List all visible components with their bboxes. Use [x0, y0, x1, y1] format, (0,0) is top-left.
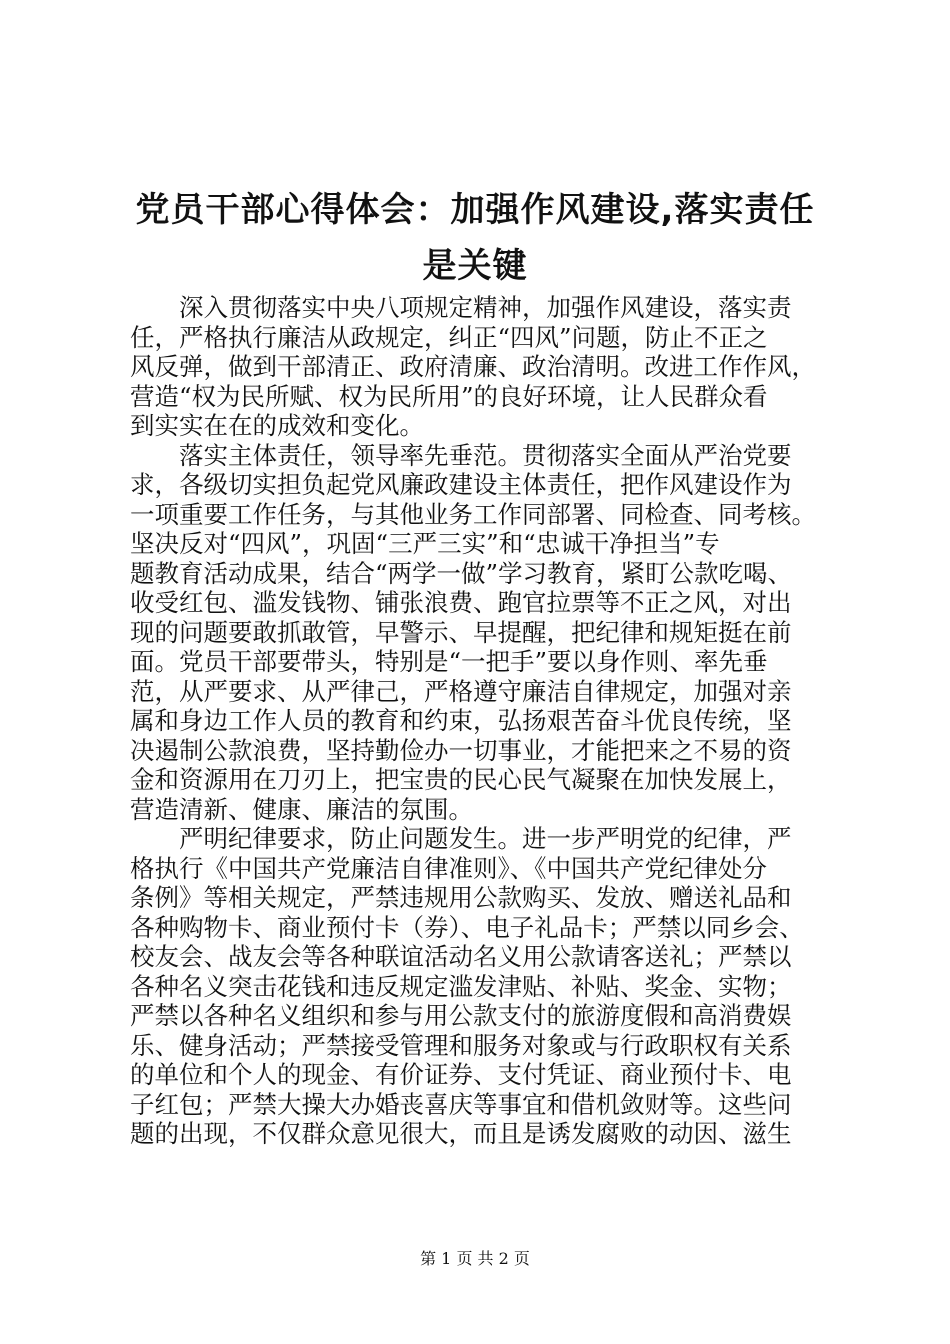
body-line: 子红包；严禁大操大办婚丧喜庆等事宜和借机敛财等。这些问	[130, 1089, 792, 1119]
body-line: 面。党员干部要带头，特别是“一把手”要以身作则、率先垂	[130, 647, 768, 676]
body-line: 现的问题要敢抓敢管，早警示、早提醒，把纪律和规矩挺在前	[130, 617, 792, 647]
body-line: 一项重要工作任务，与其他业务工作同部署、同检查、同考核。	[130, 499, 816, 529]
body-line: 严明纪律要求，防止问题发生。进一步严明党的纪律，严	[130, 824, 792, 853]
body-line: 格执行《中国共产党廉洁自律准则》、《中国共产党纪律处分	[130, 853, 767, 883]
body-line: 各种名义突击花钱和违反规定滥发津贴、补贴、奖金、实物；	[130, 971, 792, 1001]
body-line: 落实主体责任，领导率先垂范。贯彻落实全面从严治党要	[130, 440, 792, 470]
body-line: 任，严格执行廉洁从政规定，纠正“四风”问题，防止不正之	[130, 322, 768, 352]
title-line-2: 是关键	[422, 246, 528, 286]
page-footer: 第 1 页 共 2 页	[420, 1249, 530, 1268]
body-line: 的单位和个人的现金、有价证券、支付凭证、商业预付卡、电	[130, 1060, 792, 1089]
body-line: 坚决反对“四风”，巩固“三严三实”和“忠诚干净担当”专	[130, 529, 720, 558]
body-line: 深入贯彻落实中央八项规定精神，加强作风建设，落实责	[130, 293, 792, 322]
body-line: 范，从严要求、从严律己，严格遵守廉洁自律规定，加强对亲	[130, 676, 792, 706]
body-line: 题教育活动成果，结合“两学一做”学习教育，紧盯公款吃喝、	[130, 558, 793, 588]
body-line: 营造“权为民所赋、权为民所用”的良好环境，让人民群众看	[130, 381, 768, 411]
body-line: 严禁以各种名义组织和参与用公款支付的旅游度假和高消费娱	[130, 1001, 792, 1030]
body-line: 乐、健身活动；严禁接受管理和服务对象或与行政职权有关系	[130, 1030, 792, 1060]
body-line: 属和身边工作人员的教育和约束，弘扬艰苦奋斗优良传统，坚	[130, 706, 792, 735]
document-body	[130, 293, 830, 1149]
body-line: 收受红包、滥发钱物、铺张浪费、跑官拉票等不正之风，对出	[130, 588, 792, 617]
body-line: 风反弹，做到干部清正、政府清廉、政治清明。改进工作作风，	[130, 352, 816, 381]
body-line: 各种购物卡、商业预付卡（券）、电子礼品卡；严禁以同乡会、	[130, 912, 804, 942]
body-line: 决遏制公款浪费，坚持勤俭办一切事业，才能把来之不易的资	[130, 735, 792, 765]
body-line: 题的出现，不仅群众意见很大，而且是诱发腐败的动因、滋生	[130, 1119, 792, 1148]
body-line: 条例》等相关规定，严禁违规用公款购买、发放、赠送礼品和	[130, 883, 792, 912]
body-line: 求，各级切实担负起党风廉政建设主体责任，把作风建设作为	[130, 470, 792, 499]
body-line: 营造清新、健康、廉洁的氛围。	[130, 794, 473, 824]
body-line: 到实实在在的成效和变化。	[130, 411, 424, 440]
body-line: 校友会、战友会等各种联谊活动名义用公款请客送礼；严禁以	[130, 942, 792, 971]
document-title	[100, 182, 850, 294]
body-line: 金和资源用在刀刃上，把宝贵的民心民气凝聚在加快发展上，	[130, 765, 792, 794]
title-line-1: 党员干部心得体会：加强作风建设,落实责任	[135, 190, 815, 230]
